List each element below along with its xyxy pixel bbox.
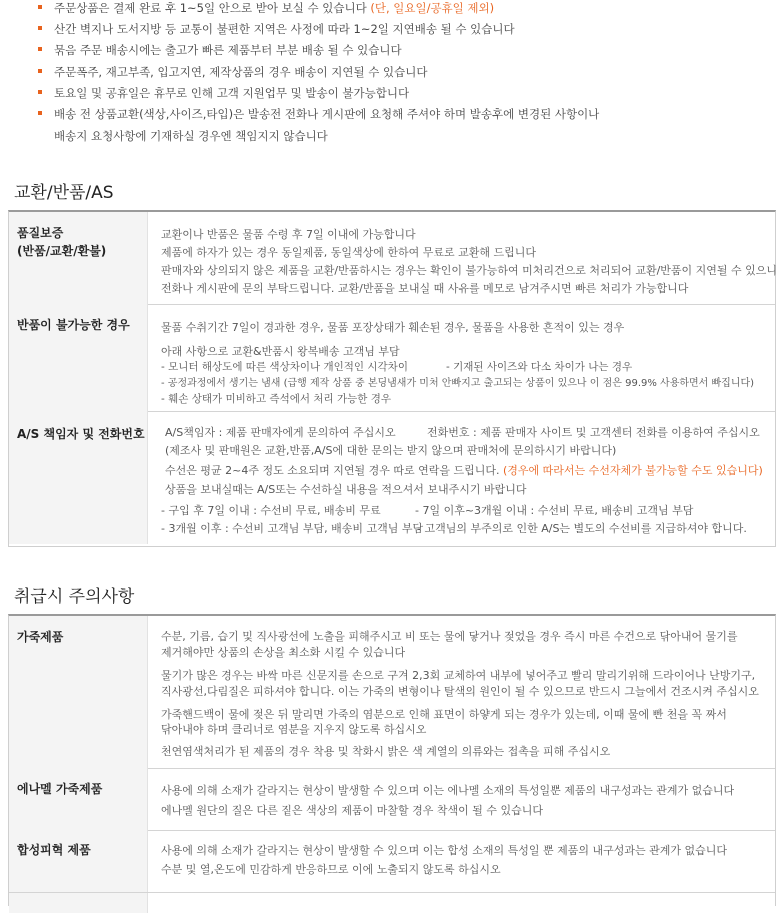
notice-highlight: (단, 일요일/공휴일 제외) (370, 1, 495, 15)
row-label: 합성피혁 제품 (9, 830, 148, 892)
row-label: A/S 책임자 및 전화번호 (9, 411, 148, 544)
row-label: 에나멜 가죽제품 (9, 768, 148, 830)
section-title-exchange: 교환/반품/AS (14, 183, 114, 203)
section-title-care: 취급시 주의사항 (14, 587, 135, 607)
bullet-icon (38, 90, 42, 94)
table-row: 에나멜 가죽제품 사용에 의해 소재가 갈라지는 현상이 발생할 수 있으며 이는 에나멜 소재의 특성일뿐 제품의 내구성과는 관계가 없습니다 에나멜 원단의 질은 다른 짙은 색상의 제품이 마찰할 경우 착색이 될 수 있습니다 (9, 768, 775, 831)
row-label: 가죽제품 (9, 616, 148, 768)
row-label: 반품이 불가능한 경우 (9, 304, 148, 411)
bullet-icon (38, 5, 42, 9)
bullet-icon (38, 47, 42, 51)
bullet-icon (38, 111, 42, 115)
row-label: 품질보증 (반품/교환/환불) (9, 212, 148, 304)
exchange-table (8, 210, 776, 547)
table-row: 반품이 불가능한 경우 물품 수취기간 7일이 경과한 경우, 물품 포장상태가 훼손된 경우, 물품을 사용한 흔적이 있는 경우 아래 사항으로 교환&반품시 왕복배송 고객님 부담 - 모니터 해상도에 따른 색상차이나 개인적인 시각차이 - 기재된 사이즈와 다소 차이가 나는 경우 - 공정과정에서 생기는 냄새 (급행 제작 상품 중 본딩냄새가 미처 안빠지고 출고되는 상품이 있으나 이 점은 99.9% 사용하면서 빠집니다) - 훼손 상태가 미비하고 즉석에서 처리 가능한 경우 (9, 304, 775, 412)
bullet-icon (38, 69, 42, 73)
table-row: 가죽제품 수분, 기름, 습기 및 직사광선에 노출을 피해주시고 비 또는 물에 닿거나 젖었을 경우 즉시 마른 수건으로 닦아내어 물기를 제거해야만 상품의 손상을 최소화 시킬 수 있습니다 물기가 많은 경우는 바싹 마른 신문지를 손으로 구겨 2,3회 교체하여 내부에 넣어주고 빨리 말리기위해 드라이어나 난방기구, 직사광선,다림질은 피하셔야 합니다. 이는 가죽의 변형이나 탈색의 원인이 될 수 있으므로 반드시 그늘에서 건조시켜 주십시오 가죽핸드백이 물에 젖은 뒤 말리면 가죽의 염분으로 인해 표면이 하얗게 되는 경우가 있는데, 이때 물에 빤 천을 꼭 짜서 닦아내야 하며 클리너로 염분을 지우지 않도록 하십시오 천연염색처리가 된 제품의 경우 착용 및 착화시 밝은 색 계열의 의류와는 접촉을 피해 주십시오 (9, 616, 775, 769)
row-label (9, 893, 148, 913)
table-row: A/S 책임자 및 전화번호 A/S책임자 : 제품 판매자에게 문의하여 주십시오 전화번호 : 제품 판매자 사이트 및 고객센터 전화를 이용하여 주십시오 (제조사 및 판매원은 교환,반품,A/S에 대한 문의는 받지 않으며 판매처에 문의하시기 바랍니다) 수선은 평균 2~4주 정도 소요되며 지연될 경우 따로 연락을 드립니다. (경우에 따라서는 수선자체가 불가능할 수도 있습니다) 상품을 보내실때는 A/S또는 수선하실 내용을 적으셔서 보내주시기 바랍니다 - 구입 후 7일 이내 : 수선비 무료, 배송비 무료 - 7일 이후~3개월 이내 : 수선비 무료, 배송비 고객님 부담 - 3개월 이후 : 수선비 고객님 부담, 배송비 고객님 부담 - 고객님의 부주의로 인한 A/S는 별도의 수선비를 지급하셔야 합니다. (9, 411, 775, 544)
bullet-icon (38, 26, 42, 30)
as-fee-highlight: - 고객님의 부주의로 인한 A/S는 별도의 수선비를 지급하셔야 합니다. (417, 522, 747, 535)
care-table (8, 614, 776, 906)
table-row: 합성피혁 제품 사용에 의해 소재가 갈라지는 현상이 발생할 수 있으며 이는 합성 소재의 특성일 뿐 제품의 내구성과는 관계가 없습니다 수분 및 열,온도에 민감하게 반응하므로 이에 노출되지 않도록 하십시오 (9, 830, 775, 893)
table-row (9, 893, 775, 913)
as-notice-highlight: (제조사 및 판매원은 교환,반품,A/S에 대한 문의는 받지 않으며 판매처에 문의하시기 바랍니다) (165, 444, 617, 457)
table-row: 품질보증 (반품/교환/환불) 교환이나 반품은 물품 수령 후 7일 이내에 가능합니다 제품에 하자가 있는 경우 동일제품, 동일색상에 한하여 무료로 교환해 드립니다 판매자와 상의되지 않은 제품을 교환/반품하시는 경우는 확인이 불가능하여 미처리건으로 처리되어 교환/반품이 지연될 수 있으니 전화나 게시판에 문의 부탁드립니다. 교환/반품을 보내실 때 사유를 메모로 남겨주시면 빠른 처리가 가능합니다 (9, 212, 775, 305)
